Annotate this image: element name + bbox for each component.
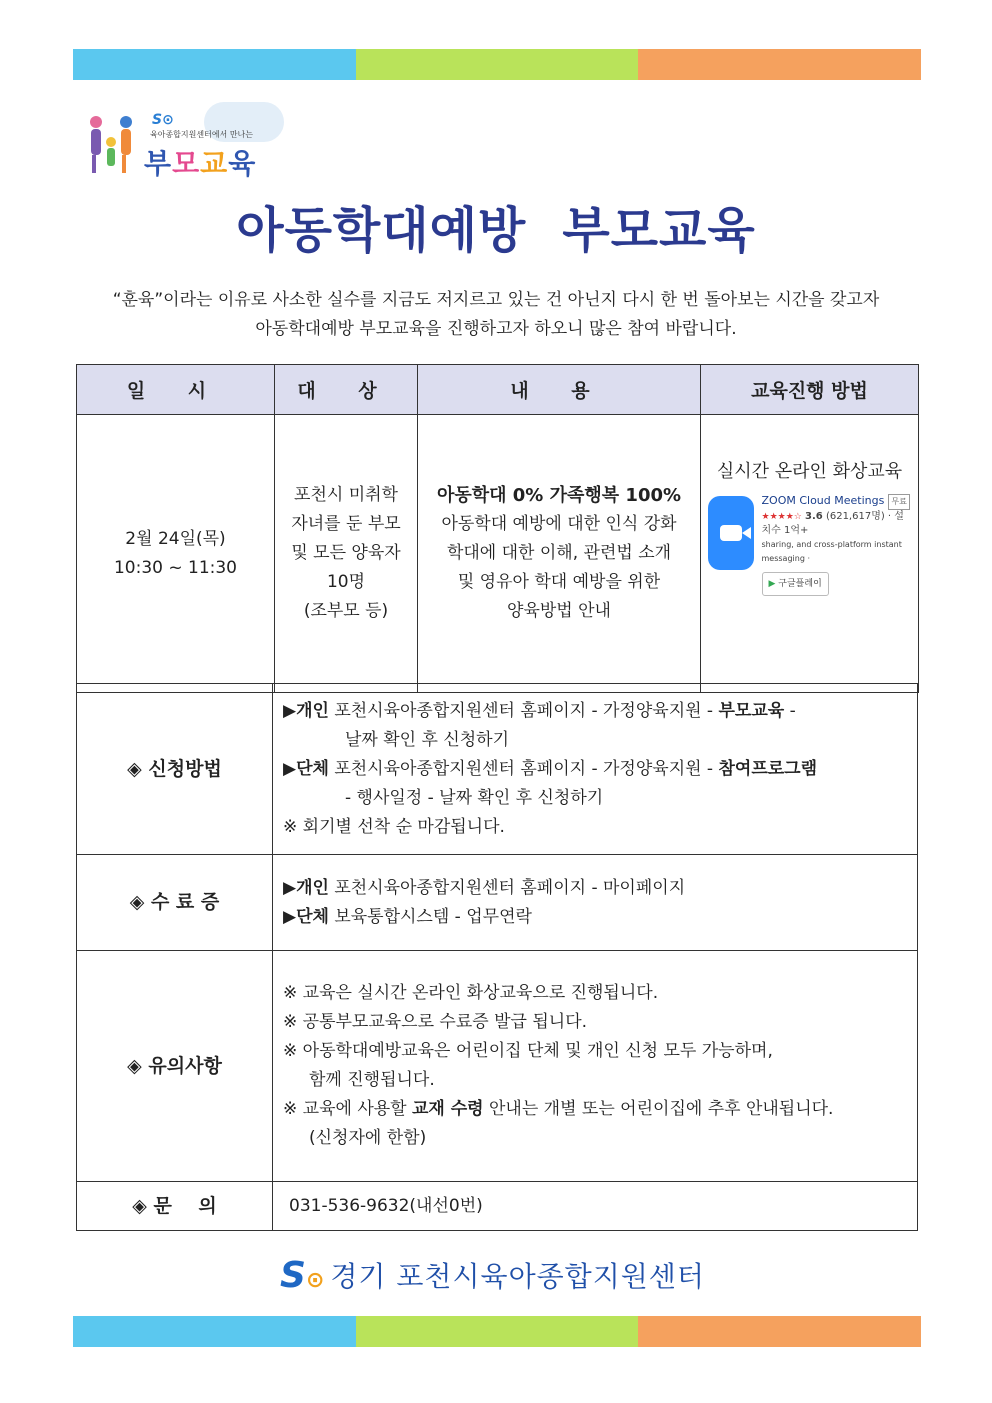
contact-label: ◈ 문 의 bbox=[77, 1182, 273, 1231]
logo-title: 부모교육 bbox=[144, 147, 257, 180]
bottom-color-bar bbox=[73, 1316, 921, 1347]
zoom-app-name: ZOOM Cloud Meetings bbox=[761, 494, 885, 507]
free-badge: 무료 bbox=[888, 494, 909, 510]
target-cell: 포천시 미취학 자녀를 둔 부모 및 모든 양육자 10명 (조부모 등) bbox=[275, 415, 418, 693]
certificate-value: ▶개인 포천시육아종합지원센터 홈페이지 - 마이페이지 ▶단체 보육통합시스템 - 업무연락 bbox=[273, 855, 918, 951]
logo-swirl-icon: S⊙ bbox=[152, 112, 174, 128]
method-cell bbox=[701, 415, 919, 693]
header-date: 일 시 bbox=[77, 365, 275, 415]
date-cell: 2월 24일(목) 10:30 ~ 11:30 bbox=[77, 415, 275, 693]
footer-org bbox=[280, 1252, 705, 1298]
google-play-button[interactable]: ▶ 구글플레이 bbox=[762, 572, 829, 596]
apply-label: ◈ 신청방법 bbox=[77, 684, 273, 855]
zoom-icon bbox=[708, 496, 754, 570]
header-content: 내 용 bbox=[418, 365, 701, 415]
rating-stars-icon: ★★★★☆ bbox=[761, 512, 802, 522]
certificate-label: ◈ 수 료 증 bbox=[77, 855, 273, 951]
info-table bbox=[76, 683, 918, 1231]
logo-small-text: 육아종합지원센터에서 만나는 bbox=[150, 130, 254, 139]
org-logo-icon: S⊙ bbox=[280, 1254, 325, 1296]
rating-value: 3.6 bbox=[805, 511, 823, 522]
page-title: 아동학대예방 부모교육 bbox=[236, 202, 756, 259]
contact-value: 031-536-9632(내선0번) bbox=[273, 1182, 918, 1231]
intro-line-1: “훈육”이라는 이유로 사소한 실수를 지금도 저지르고 있는 건 아닌지 다시 한 번 돌아보는 시간을 갖고자 bbox=[112, 290, 880, 310]
intro-line-2: 아동학대예방 부모교육을 진행하고자 하오니 많은 참여 바랍니다. bbox=[255, 319, 737, 339]
app-description: sharing, and cross-platform instant messaging · bbox=[761, 540, 902, 563]
schedule-table bbox=[76, 364, 919, 693]
parent-education-logo bbox=[84, 106, 284, 178]
notes-label: ◈ 유의사항 bbox=[77, 951, 273, 1182]
review-count: (621,617명) · 설치수 1억+ bbox=[761, 511, 904, 536]
header-target: 대 상 bbox=[275, 365, 418, 415]
method-label: 실시간 온라인 화상교육 bbox=[716, 461, 903, 482]
family-icon bbox=[84, 110, 144, 180]
org-name: 경기 포천시육아종합지원센터 bbox=[330, 1260, 705, 1293]
intro-text bbox=[60, 286, 932, 344]
apply-value: ▶개인 포천시육아종합지원센터 홈페이지 - 가정양육지원 - 부모교육 - 날짜 확인 후 신청하기 ▶단체 포천시육아종합지원센터 홈페이지 - 가정양육지원 - 참여프로그램 - 행사일정 - 날짜 확인 후 신청하기 ※ 회기별 선착 순 마감됩니다. bbox=[273, 684, 918, 855]
play-icon: ▶ bbox=[768, 579, 776, 589]
notes-value: ※ 교육은 실시간 온라인 화상교육으로 진행됩니다. ※ 공통부모교육으로 수료증 발급 됩니다. ※ 아동학대예방교육은 어린이집 단체 및 개인 신청 모두 가능하며, 함께 진행됩니다. ※ 교육에 사용할 교재 수령 안내는 개별 또는 어린이집에 추후 안내됩니다. (신청자에 한함) bbox=[273, 951, 918, 1182]
content-cell: 아동학대 0% 가족행복 100% 아동학대 예방에 대한 인식 강화 학대에 대한 이해, 관련법 소개 및 영유아 학대 예방을 위한 양육방법 안내 bbox=[418, 415, 701, 693]
header-method: 교육진행 방법 bbox=[701, 365, 919, 415]
top-color-bar bbox=[73, 49, 921, 80]
content-headline: 아동학대 0% 가족행복 100% bbox=[436, 485, 682, 506]
zoom-app-card[interactable] bbox=[702, 494, 917, 596]
